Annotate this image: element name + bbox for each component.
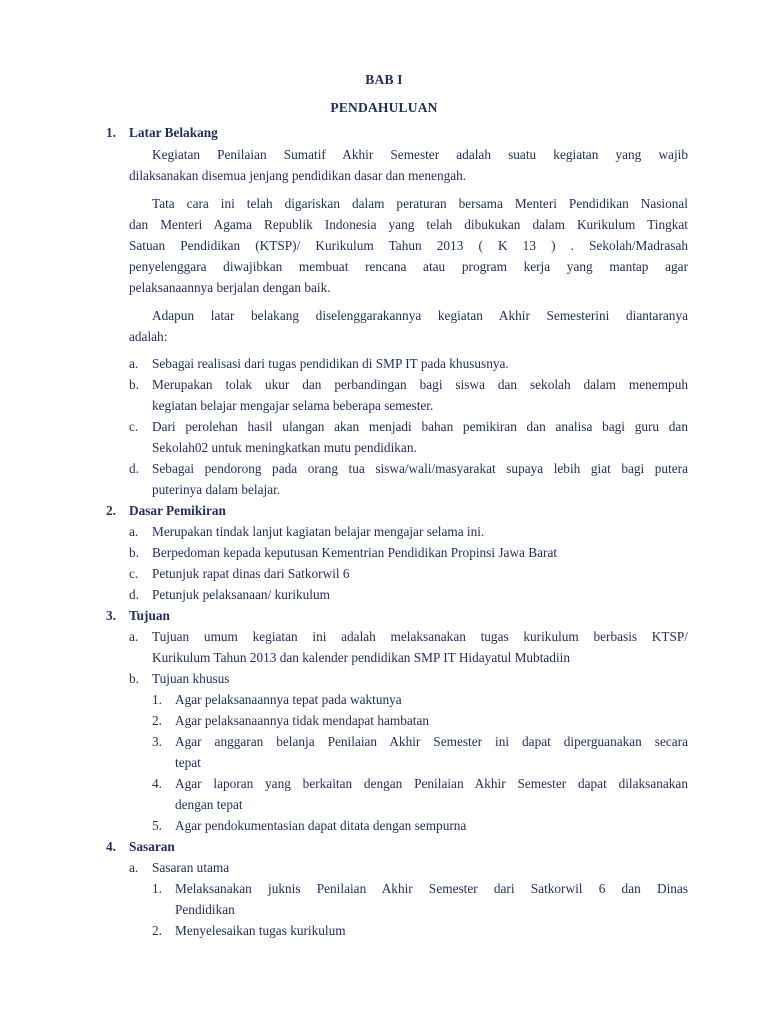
section-2-heading: Dasar Pemikiran xyxy=(129,503,226,518)
sub-list-marker: 2. xyxy=(152,713,162,728)
sub-list-text: Agar pelaksanaannya tepat pada waktunya xyxy=(175,692,402,707)
section-3-heading: Tujuan xyxy=(129,608,170,623)
list-item-text: Tujuan khusus xyxy=(152,671,230,686)
sub-list-text: Agar anggaran belanja Penilaian Akhir Semester ini dapat diperguanakan secara xyxy=(175,734,688,749)
paragraph-2-line-3: Satuan Pendidikan (KTSP)/ Kurikulum Tahun 2013 ( K 13 ) . Sekolah/Madrasah xyxy=(129,238,688,253)
list-item-text-cont: kegiatan belajar mengajar selama beberapa semester. xyxy=(152,398,434,413)
list-marker: a. xyxy=(129,356,139,371)
list-item-text-cont: puterinya dalam belajar. xyxy=(152,482,281,497)
list-marker: a. xyxy=(129,629,139,644)
sub-list-text: Agar pendokumentasian dapat ditata dengan sempurna xyxy=(175,818,467,833)
sub-list-marker: 2. xyxy=(152,923,162,938)
section-3-number: 3. xyxy=(106,608,116,623)
list-marker: d. xyxy=(129,587,139,602)
list-item-text-cont: Sekolah02 untuk meningkatkan mutu pendidikan. xyxy=(152,440,417,455)
chapter-title: PENDAHULUAN xyxy=(330,100,438,115)
section-1-heading: Latar Belakang xyxy=(129,125,218,140)
list-item-text: Sasaran utama xyxy=(152,860,230,875)
sub-list-text: Menyelesaikan tugas kurikulum xyxy=(175,923,346,938)
list-marker: c. xyxy=(129,566,139,581)
section-4-number: 4. xyxy=(106,839,116,854)
list-item-text: Petunjuk rapat dinas dari Satkorwil 6 xyxy=(152,566,350,581)
sub-list-text-cont: tepat xyxy=(175,755,201,770)
sub-list-marker: 4. xyxy=(152,776,162,791)
paragraph-2-line-5: pelaksanaannya berjalan dengan baik. xyxy=(129,280,331,295)
sub-list-marker: 1. xyxy=(152,881,162,896)
sub-list-marker: 5. xyxy=(152,818,162,833)
paragraph-1-line-2: dilaksanakan disemua jenjang pendidikan dasar dan menengah. xyxy=(129,168,467,183)
section-4-heading: Sasaran xyxy=(129,839,175,854)
list-item-text: Dari perolehan hasil ulangan akan menjadi bahan pemikiran dan analisa bagi guru dan xyxy=(152,419,688,434)
list-item-text: Merupakan tolak ukur dan perbandingan bagi siswa dan sekolah dalam menempuh xyxy=(152,377,688,392)
section-2-number: 2. xyxy=(106,503,116,518)
paragraph-2-line-2: dan Menteri Agama Republik Indonesia yang telah dibukukan dalam Kurikulum Tingkat xyxy=(129,217,688,232)
sub-list-text-cont: Pendidikan xyxy=(175,902,235,917)
list-marker: a. xyxy=(129,860,139,875)
list-item-text: Sebagai pendorong pada orang tua siswa/wali/masyarakat supaya lebih giat bagi putera xyxy=(152,461,688,476)
list-marker: d. xyxy=(129,461,139,476)
paragraph-3-line-1: Adapun latar belakang diselenggarakannya kegiatan Akhir Semesterini diantaranya xyxy=(152,308,688,323)
list-marker: a. xyxy=(129,524,139,539)
sub-list-text: Agar pelaksanaannya tidak mendapat hambatan xyxy=(175,713,430,728)
paragraph-2-line-1: Tata cara ini telah digariskan dalam peraturan bersama Menteri Pendidikan Nasional xyxy=(152,196,688,211)
section-1-number: 1. xyxy=(106,125,116,140)
list-item-text: Merupakan tindak lanjut kagiatan belajar mengajar selama ini. xyxy=(152,524,485,539)
list-marker: c. xyxy=(129,419,139,434)
sub-list-text-cont: dengan tepat xyxy=(175,797,243,812)
list-item-text: Petunjuk pelaksanaan/ kurikulum xyxy=(152,587,330,602)
list-marker: b. xyxy=(129,377,139,392)
paragraph-2-line-4: penyelenggara diwajibkan membuat rencana atau program kerja yang mantap agar xyxy=(129,259,688,274)
paragraph-1-line-1: Kegiatan Penilaian Sumatif Akhir Semester adalah suatu kegiatan yang wajib xyxy=(152,147,688,162)
list-marker: b. xyxy=(129,671,139,686)
paragraph-3-line-2: adalah: xyxy=(129,329,168,344)
sub-list-marker: 1. xyxy=(152,692,162,707)
list-item-text: Sebagai realisasi dari tugas pendidikan di SMP IT pada khususnya. xyxy=(152,356,509,371)
sub-list-text: Agar laporan yang berkaitan dengan Penilaian Akhir Semester dapat dilaksanakan xyxy=(175,776,688,791)
sub-list-marker: 3. xyxy=(152,734,162,749)
list-marker: b. xyxy=(129,545,139,560)
sub-list-text: Melaksanakan juknis Penilaian Akhir Semester dari Satkorwil 6 dan Dinas xyxy=(175,881,688,896)
list-item-text: Tujuan umum kegiatan ini adalah melaksanakan tugas kurikulum berbasis KTSP/ xyxy=(152,629,688,644)
chapter-number: BAB I xyxy=(365,72,403,87)
list-item-text-cont: Kurikulum Tahun 2013 dan kalender pendidikan SMP IT Hidayatul Mubtadiin xyxy=(152,650,570,665)
list-item-text: Berpedoman kepada keputusan Kementrian Pendidikan Propinsi Jawa Barat xyxy=(152,545,558,560)
